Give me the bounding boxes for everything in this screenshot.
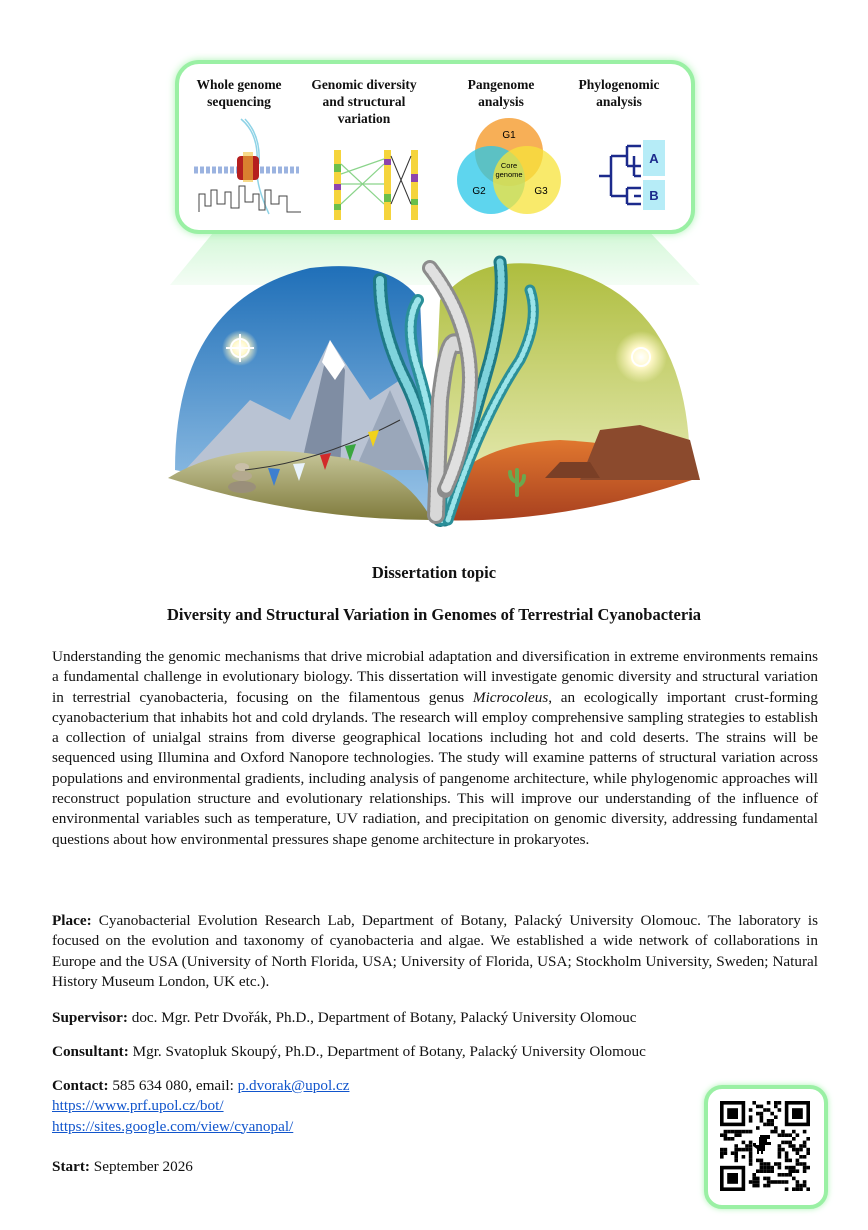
consultant-line: Consultant: Mgr. Svatopluk Skoupý, Ph.D., Department of Botany, Palacký University Olomouc: [52, 1043, 646, 1060]
department-url-link[interactable]: https://www.prf.upol.cz/bot/: [52, 1097, 224, 1115]
email-link[interactable]: p.dvorak@upol.cz: [237, 1077, 350, 1094]
start-line: Start: September 2026: [52, 1158, 193, 1175]
abstract-paragraph: Understanding the genomic mechanisms that drive microbial adaptation and diversification in extreme environments remains a fundamental challenge in evolutionary biology. This dissertation will investigate genomic diversity and structural variation in terrestrial cyanobacteria, focusing on the filamentous genus Microcoleus, an ecologically important crust-forming cyanobacterium that inhabits hot and cold drylands. The research will employ comprehensive sampling strategies to establish a collection of unialgal strains from diverse geographical locations including hot and cold deserts. The strains will be sequenced using Illumina and Oxford Nanopore technologies. The study will examine patterns of structural variation across populations and environmental gradients, including analysis of pangenome architecture, while phylogenomic approaches will reconstruct population structure and evolutionary relationships. This will improve our understanding of the influence of environmental variables such as temperature, UV radiation, and precipitation on genomic diversity, addressing fundamental questions about how environmental pressures shape genome architecture in prokaryotes.: [52, 648, 818, 848]
venn-label-core: Core: [500, 161, 518, 170]
phylogenetic-tree-icon: [599, 140, 665, 210]
pangenome-venn-diagram: [457, 118, 561, 214]
method-label-pangenome: Pangenome analysis: [467, 77, 535, 109]
venn-label-genome: genome: [495, 170, 523, 179]
venn-label-g3: G3: [534, 186, 548, 197]
methods-panel: [175, 60, 695, 234]
clade-a-label: A: [649, 151, 659, 166]
page-title: Diversity and Structural Variation in Genomes of Terrestrial Cyanobacteria: [166, 605, 702, 624]
venn-label-g2: G2: [472, 186, 486, 197]
graphical-abstract: [0, 0, 868, 540]
place-paragraph: Place: Cyanobacterial Evolution Research Lab, Department of Botany, Palacký University Olomouc. The laboratory is focused on the evolution and taxonomy of cyanobacteria and algae. We established a wide network of collaborations in Europe and the USA (University of North Florida, USA; University of Florida, USA; Stockholm University, Sweden; Natural History Museum London, UK etc.).: [52, 912, 818, 990]
clade-b-label: B: [649, 188, 659, 203]
qr-code[interactable]: [704, 1085, 828, 1209]
contact-block: Contact: 585 634 080, email: p.dvorak@upol.cz https://www.prf.upol.cz/bot/ https://sites.google.com/view/cyanopal/: [52, 1076, 652, 1137]
structural-variation-icon: [334, 150, 418, 220]
sequencing-icon: [194, 119, 301, 214]
genus-name: Microcoleus: [472, 688, 549, 706]
venn-label-g1: G1: [502, 130, 516, 141]
qr-code-pattern: [708, 1089, 824, 1205]
heading: Dissertation topic: [371, 563, 497, 582]
method-label-phylogenomic: Phylogenomic analysis: [578, 77, 660, 109]
method-label-wgs: Whole genome sequencing: [196, 77, 282, 109]
supervisor-line: Supervisor: doc. Mgr. Petr Dvořák, Ph.D., Department of Botany, Palacký University Olomouc: [52, 1009, 637, 1026]
method-label-diversity: Genomic diversity and structural variation: [311, 77, 417, 126]
lab-website-link[interactable]: https://sites.google.com/view/cyanopal/: [52, 1117, 294, 1135]
